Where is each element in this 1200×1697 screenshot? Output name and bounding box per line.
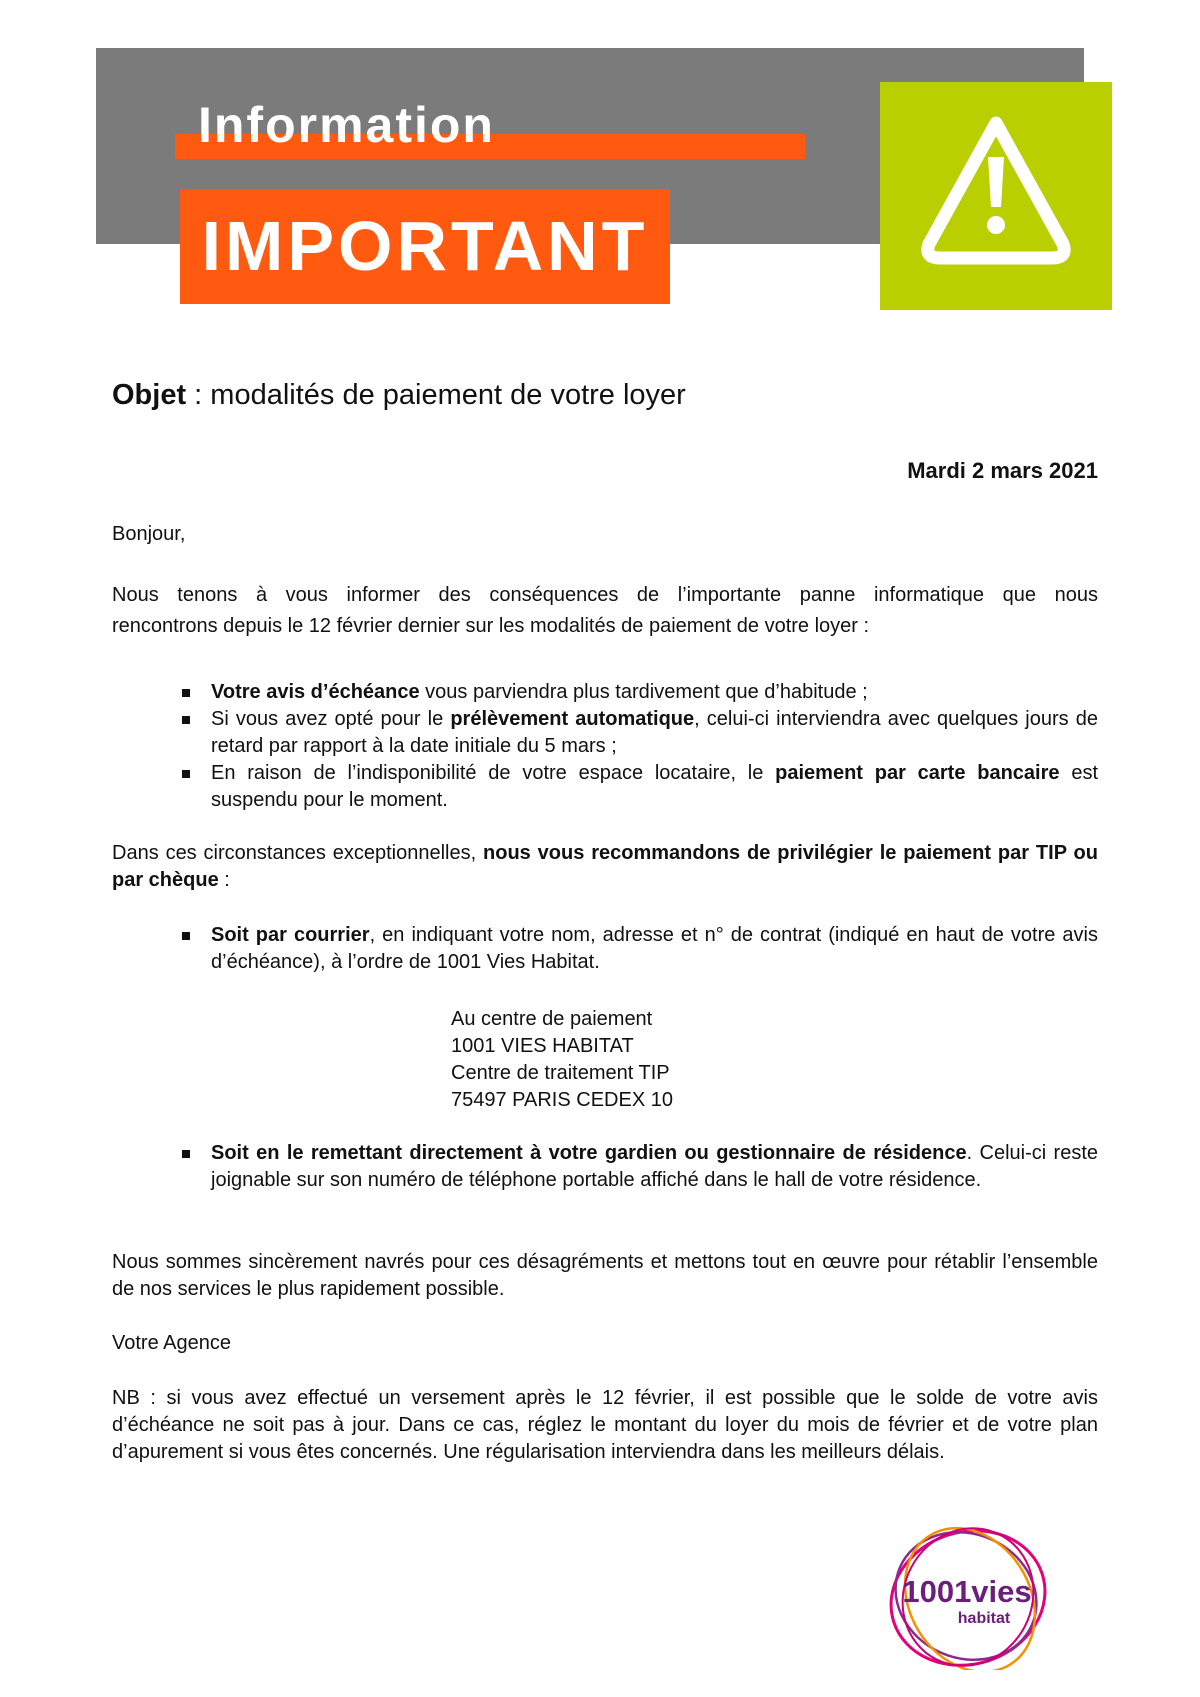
warning-triangle-icon (880, 82, 1112, 310)
bullet-square-icon (182, 716, 190, 724)
address-line: 1001 VIES HABITAT (451, 1035, 634, 1057)
recommendation-paragraph (112, 840, 1098, 894)
item-text: est suspendu pour le moment. (211, 762, 1098, 811)
list-item (178, 706, 1098, 760)
list-item (178, 760, 1098, 814)
logo-brand: 1001vies (902, 1574, 1032, 1609)
important-label: IMPORTANT (201, 207, 649, 285)
bullet-square-icon (182, 932, 190, 940)
intro-line-2: rencontrons depuis le 12 février dernier sur les modalités de paiement de votre loyer : (112, 615, 870, 637)
subject-label: Objet (112, 379, 187, 411)
bullet-square-icon (182, 1150, 190, 1158)
item-text: vous parviendra plus tardivement que d’habitude ; (419, 681, 868, 703)
payment-option-list (178, 922, 1098, 976)
intro-line-1: Nous tenons à vous informer des conséquences de l’importante panne informatique que nous (112, 584, 1098, 606)
greeting: Bonjour, (112, 523, 186, 545)
item-bold: Soit par courrier (211, 924, 370, 946)
item-text: . Celui-ci reste joignable sur son numéro de téléphone portable affiché dans le hall de votre résidence. (211, 1142, 1099, 1191)
consequences-list (178, 679, 1098, 814)
important-banner (180, 189, 670, 304)
signature: Votre Agence (112, 1332, 231, 1354)
header-information-label: Information (198, 97, 495, 153)
item-text-before: Si vous avez opté pour le (211, 708, 451, 730)
letter-date: Mardi 2 mars 2021 (907, 458, 1098, 483)
1001vies-logo (880, 1520, 1055, 1670)
item-bold: Votre avis d’échéance (211, 681, 420, 703)
subject-line (112, 377, 686, 413)
item-bold: Soit en le remettant directement à votre gardien ou gestionnaire de résidence (211, 1142, 967, 1164)
item-bold: prélèvement automatique (450, 708, 695, 730)
item-text-before: En raison de l’indisponibilité de votre espace locataire, le (211, 762, 776, 784)
bullet-square-icon (182, 770, 190, 778)
list-item (178, 679, 1098, 706)
intro-paragraph (112, 582, 1098, 640)
subject-separator: : (186, 379, 211, 411)
address-line: Centre de traitement TIP (451, 1062, 670, 1084)
item-text: , en indiquant votre nom, adresse et n° de contrat (indiqué en haut de votre avis d’échéance), à l’ordre de 1001 Vies Habitat. (211, 924, 1098, 973)
recommendation-bold: nous vous recommandons de privilégier le paiement par TIP ou par chèque (112, 842, 1098, 891)
payment-option-list (178, 1140, 1098, 1194)
recommendation-colon: : (218, 869, 230, 891)
postal-address (451, 1006, 673, 1114)
list-item (178, 922, 1098, 976)
item-bold: paiement par carte bancaire (775, 762, 1060, 784)
logo-sub: habitat (957, 1610, 1011, 1627)
subject-text: modalités de paiement de votre loyer (210, 379, 686, 411)
list-item (178, 1140, 1098, 1194)
bullet-square-icon (182, 689, 190, 697)
nb-paragraph: NB : si vous avez effectué un versement après le 12 février, il est possible que le solde de votre avis d’échéance ne soit pas à jour. Dans ce cas, réglez le montant du loyer du mois de février et de votre plan d’apurement si vous êtes concernés. Une régularisation interviendra dans les meilleurs délais. (112, 1387, 1098, 1463)
warning-panel (880, 82, 1112, 310)
address-line: Au centre de paiement (451, 1008, 653, 1030)
item-text: , celui-ci interviendra avec quelques jours de retard par rapport à la date initiale du 5 mars ; (211, 708, 1098, 757)
recommendation-intro: Dans ces circonstances exceptionnelles, (112, 842, 484, 864)
address-line: 75497 PARIS CEDEX 10 (451, 1089, 673, 1111)
apology-paragraph: Nous sommes sincèrement navrés pour ces désagréments et mettons tout en œuvre pour rétablir l’ensemble de nos services le plus rapidement possible. (112, 1251, 1098, 1300)
